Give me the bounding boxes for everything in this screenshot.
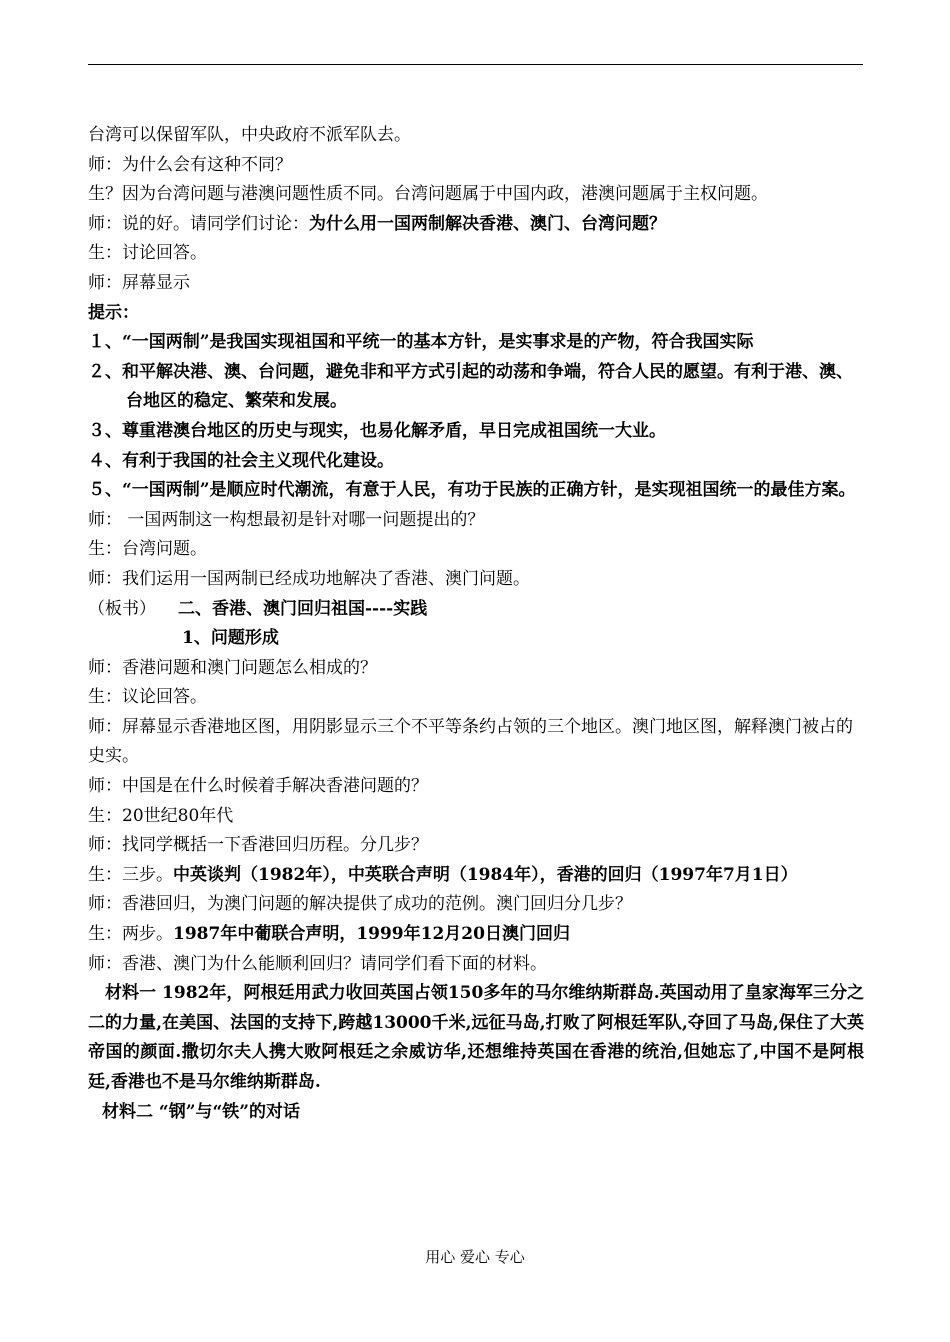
hint-item: ２、和平解决港、澳、台问题，避免非和平方式引起的动荡和争端，符合人民的愿望。有利于港、澳、台地区的稳定、繁荣和发展。 [88,361,853,412]
material-two: 材料二 “钢”与“铁”的对话 [102,1101,301,1122]
board-heading [88,595,864,625]
text-line: 师： 一国两制这一构想最初是针对哪一问题提出的？ [88,509,485,530]
board-subheading: 1、问题形成 [182,628,279,649]
hint-heading: 提示： [88,302,139,323]
text-line: 师：香港、澳门为什么能顺利回归？请同学们看下面的材料。 [88,953,547,974]
text-line: 生：台湾问题。 [88,539,207,560]
text-line: 生：讨论回答。 [88,243,207,264]
student-answer-prefix: 生：两步。 [88,924,173,945]
teacher-prompt: 师：说的好。请同学们讨论： [88,213,309,234]
hint-item: ３、尊重港澳台地区的历史与现实，也易化解矛盾，早日完成祖国统一大业。 [88,420,666,441]
board-title: 二、香港、澳门回归祖国----实践 [178,598,428,619]
text-line [88,920,864,950]
text-line: 师：屏幕显示 [88,272,190,293]
discussion-question: 为什么用一国两制解决香港、澳门、台湾问题？ [309,213,666,234]
board-prefix: （板书） [88,598,156,619]
student-answer-prefix: 生：三步。 [88,864,173,885]
header-rule [88,64,863,65]
text-line: 师：香港回归，为澳门问题的解决提供了成功的范例。澳门回归分几步？ [88,894,632,915]
text-line: 师：香港问题和澳门问题怎么相成的？ [88,657,377,678]
hint-item: ４、有利于我国的社会主义现代化建设。 [88,450,394,471]
hk-steps: 中英谈判（1982年），中英联合声明（1984年），香港的回归（1997年7月1日） [173,864,798,885]
text-line: 师：我们运用一国两制已经成功地解决了香港、澳门问题。 [88,568,530,589]
text-line [88,861,864,891]
material-one: 材料一 1982年，阿根廷用武力收回英国占领150多年的马尔维纳斯群岛.英国动用了皇家海军三分之二的力量,在美国、法国的支持下,跨越13000千米,远征马岛,打败了阿根廷军队,夺回了马岛,保住了大英帝国的颜面.撒切尔夫人携大败阿根廷之余威访华,还想维持英国在香港的统治,但她忘了,中国不是阿根廷,香港也不是马尔维纳斯群岛. [88,983,864,1092]
text-line: 生？因为台湾问题与港澳问题性质不同。台湾问题属于中国内政，港澳问题属于主权问题。 [88,184,768,205]
text-line: 师：中国是在什么时候着手解决香港问题的？ [88,776,428,797]
page-footer: 用心 爱心 专心 [425,1248,525,1266]
text-line: 生：议论回答。 [88,687,207,708]
hint-item: ５、“一国两制”是顺应时代潮流，有意于人民，有功于民族的正确方针，是实现祖国统一的最佳方案。 [88,480,856,501]
document-body [88,121,864,1127]
text-line [88,210,864,240]
text-line: 生：20世纪80年代 [88,805,234,826]
hint-item: １、“一国两制”是我国实现祖国和平统一的基本方针，是实事求是的产物，符合我国实际 [88,332,754,353]
text-line: 师：找同学概括一下香港回归历程。分几步？ [88,835,428,856]
text-line: 台湾可以保留军队，中央政府不派军队去。 [88,125,411,145]
text-line: 师：为什么会有这种不同？ [88,154,292,175]
macau-steps: 1987年中葡联合声明，1999年12月20日澳门回归 [173,924,570,945]
text-line: 师：屏幕显示香港地区图，用阴影显示三个不平等条约占领的三个地区。澳门地区图，解释澳门被占的史实。 [88,716,853,767]
